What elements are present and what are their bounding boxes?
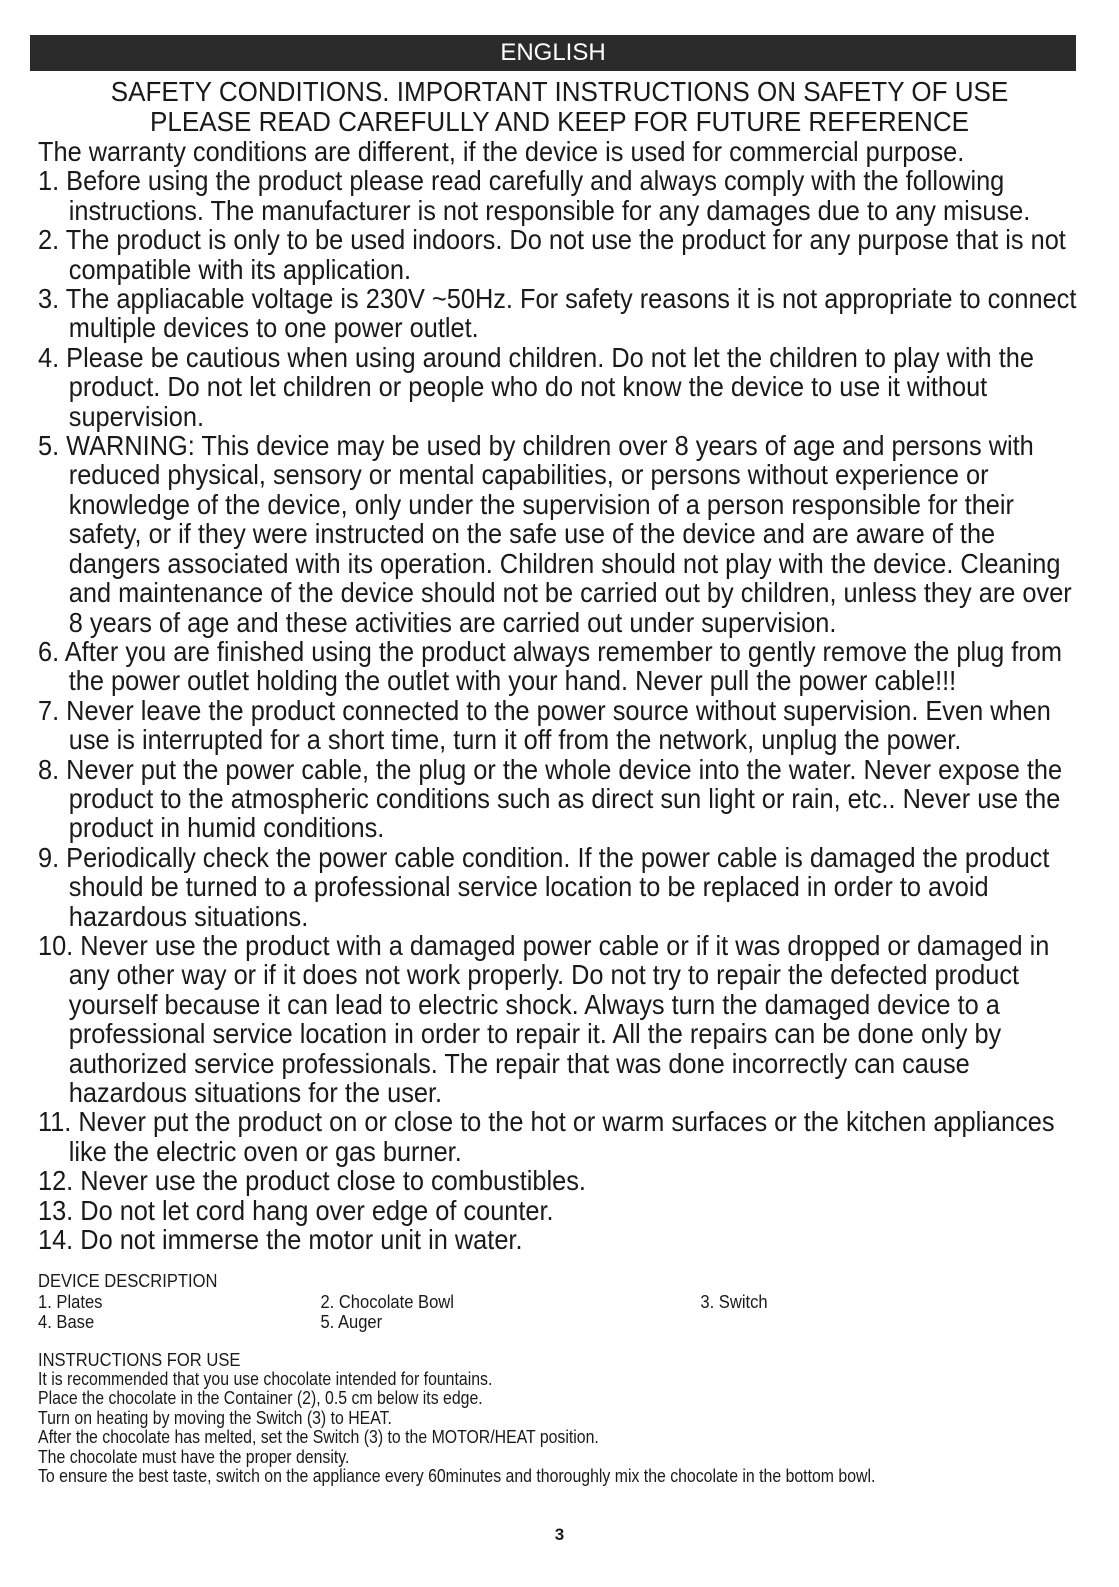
- device-parts-list: [38, 1292, 866, 1332]
- safety-title: SAFETY CONDITIONS. IMPORTANT INSTRUCTIONS ON SAFETY OF USE: [110, 76, 1009, 107]
- page-number: 3: [554, 1525, 565, 1544]
- instruction-line: After the chocolate has melted, set the Switch (3) to the MOTOR/HEAT position.: [38, 1427, 599, 1448]
- safety-item: 14. Do not immerse the motor unit in water.: [38, 1224, 523, 1256]
- instructions-text: [38, 1370, 918, 1486]
- instructions-heading: INSTRUCTIONS FOR USE: [38, 1350, 241, 1370]
- safety-item: 4. Please be cautious when using around children. Do not let the children to play with the product. Do not let children or people who do not know the device to use it without supervision.: [38, 341, 1034, 432]
- parts-row: [38, 1312, 866, 1332]
- part-label: 2. Chocolate Bowl: [320, 1292, 454, 1312]
- language-header: ENGLISH: [30, 35, 1076, 71]
- part-label: 4. Base: [38, 1312, 95, 1332]
- instruction-line: Turn on heating by moving the Switch (3) to HEAT.: [38, 1407, 392, 1428]
- part-label: 3. Switch: [700, 1292, 768, 1312]
- safety-item: 9. Periodically check the power cable condition. If the power cable is damaged the product should be turned to a professional service location to be replaced in order to avoid hazardous situations.: [38, 841, 1050, 932]
- safety-item: 7. Never leave the product connected to the power source without supervision. Even when use is interrupted for a short time, turn it off from the network, unplug the power.: [38, 694, 1051, 756]
- part-label: 1. Plates: [38, 1292, 103, 1312]
- safety-item: 10. Never use the product with a damaged power cable or if it was dropped or damaged in any other way or if it does not work properly. Do not try to repair the defected product yourself because it can lead to electric shock. Always turn the damaged device to a professional service location in order to repair it. All the repairs can be done only by authorized service professionals. The repair that was done incorrectly can cause hazardous situations for the user.: [38, 929, 1050, 1108]
- safety-item: 1. Before using the product please read carefully and always comply with the following instructions. The manufacturer is not responsible for any damages due to any misuse.: [38, 165, 1031, 226]
- safety-item: 8. Never put the power cable, the plug or the whole device into the water. Never expose the product to the atmospheric conditions such as direct sun light or rain, etc.. Never use the product in humid conditions.: [38, 753, 1063, 844]
- safety-item: 3. The appliacable voltage is 230V ~50Hz. For safety reasons it is not appropriate to connect multiple devices to one power outlet.: [38, 283, 1077, 344]
- parts-row: [38, 1292, 866, 1312]
- instruction-line: To ensure the best taste, switch on the appliance every 60minutes and thoroughly mix the chocolate in the bottom bowl.: [38, 1466, 876, 1487]
- safety-item: 13. Do not let cord hang over edge of counter.: [38, 1194, 554, 1226]
- instruction-line: The chocolate must have the proper density.: [38, 1446, 350, 1467]
- instruction-line: It is recommended that you use chocolate intended for fountains.: [38, 1369, 493, 1389]
- safety-item: 5. WARNING: This device may be used by children over 8 years of age and persons with reduced physical, sensory or mental capabilities, or persons without experience or knowledge of the device, only under the supervision of a person responsible for their safety, or if they were instructed on the safe use of the device and are aware of the dangers associated with its operation. Children should not play with the device. Cleaning and maintenance of the device should not be carried out by children, unless they are over 8 years of age and these activities are carried out under supervision.: [38, 430, 1072, 638]
- instruction-line: Place the chocolate in the Container (2), 0.5 cm below its edge.: [38, 1388, 483, 1409]
- part-label: 5. Auger: [320, 1312, 383, 1332]
- safety-instructions: [38, 137, 1079, 1254]
- safety-item: 12. Never use the product close to combustibles.: [38, 1165, 586, 1197]
- safety-item: 6. After you are finished using the product always remember to gently remove the plug from the power outlet holding the outlet with your hand. Never pull the power cable!!!: [38, 635, 1062, 697]
- safety-item: 11. Never put the product on or close to the hot or warm surfaces or the kitchen appliances like the electric oven or gas burner.: [38, 1106, 1055, 1167]
- device-description-heading: DEVICE DESCRIPTION: [38, 1271, 218, 1291]
- warranty-note: The warranty conditions are different, if the device is used for commercial purpose.: [38, 136, 965, 167]
- safety-subtitle: PLEASE READ CAREFULLY AND KEEP FOR FUTURE REFERENCE: [150, 106, 970, 137]
- safety-item: 2. The product is only to be used indoors. Do not use the product for any purpose that is not compatible with its application.: [38, 224, 1066, 285]
